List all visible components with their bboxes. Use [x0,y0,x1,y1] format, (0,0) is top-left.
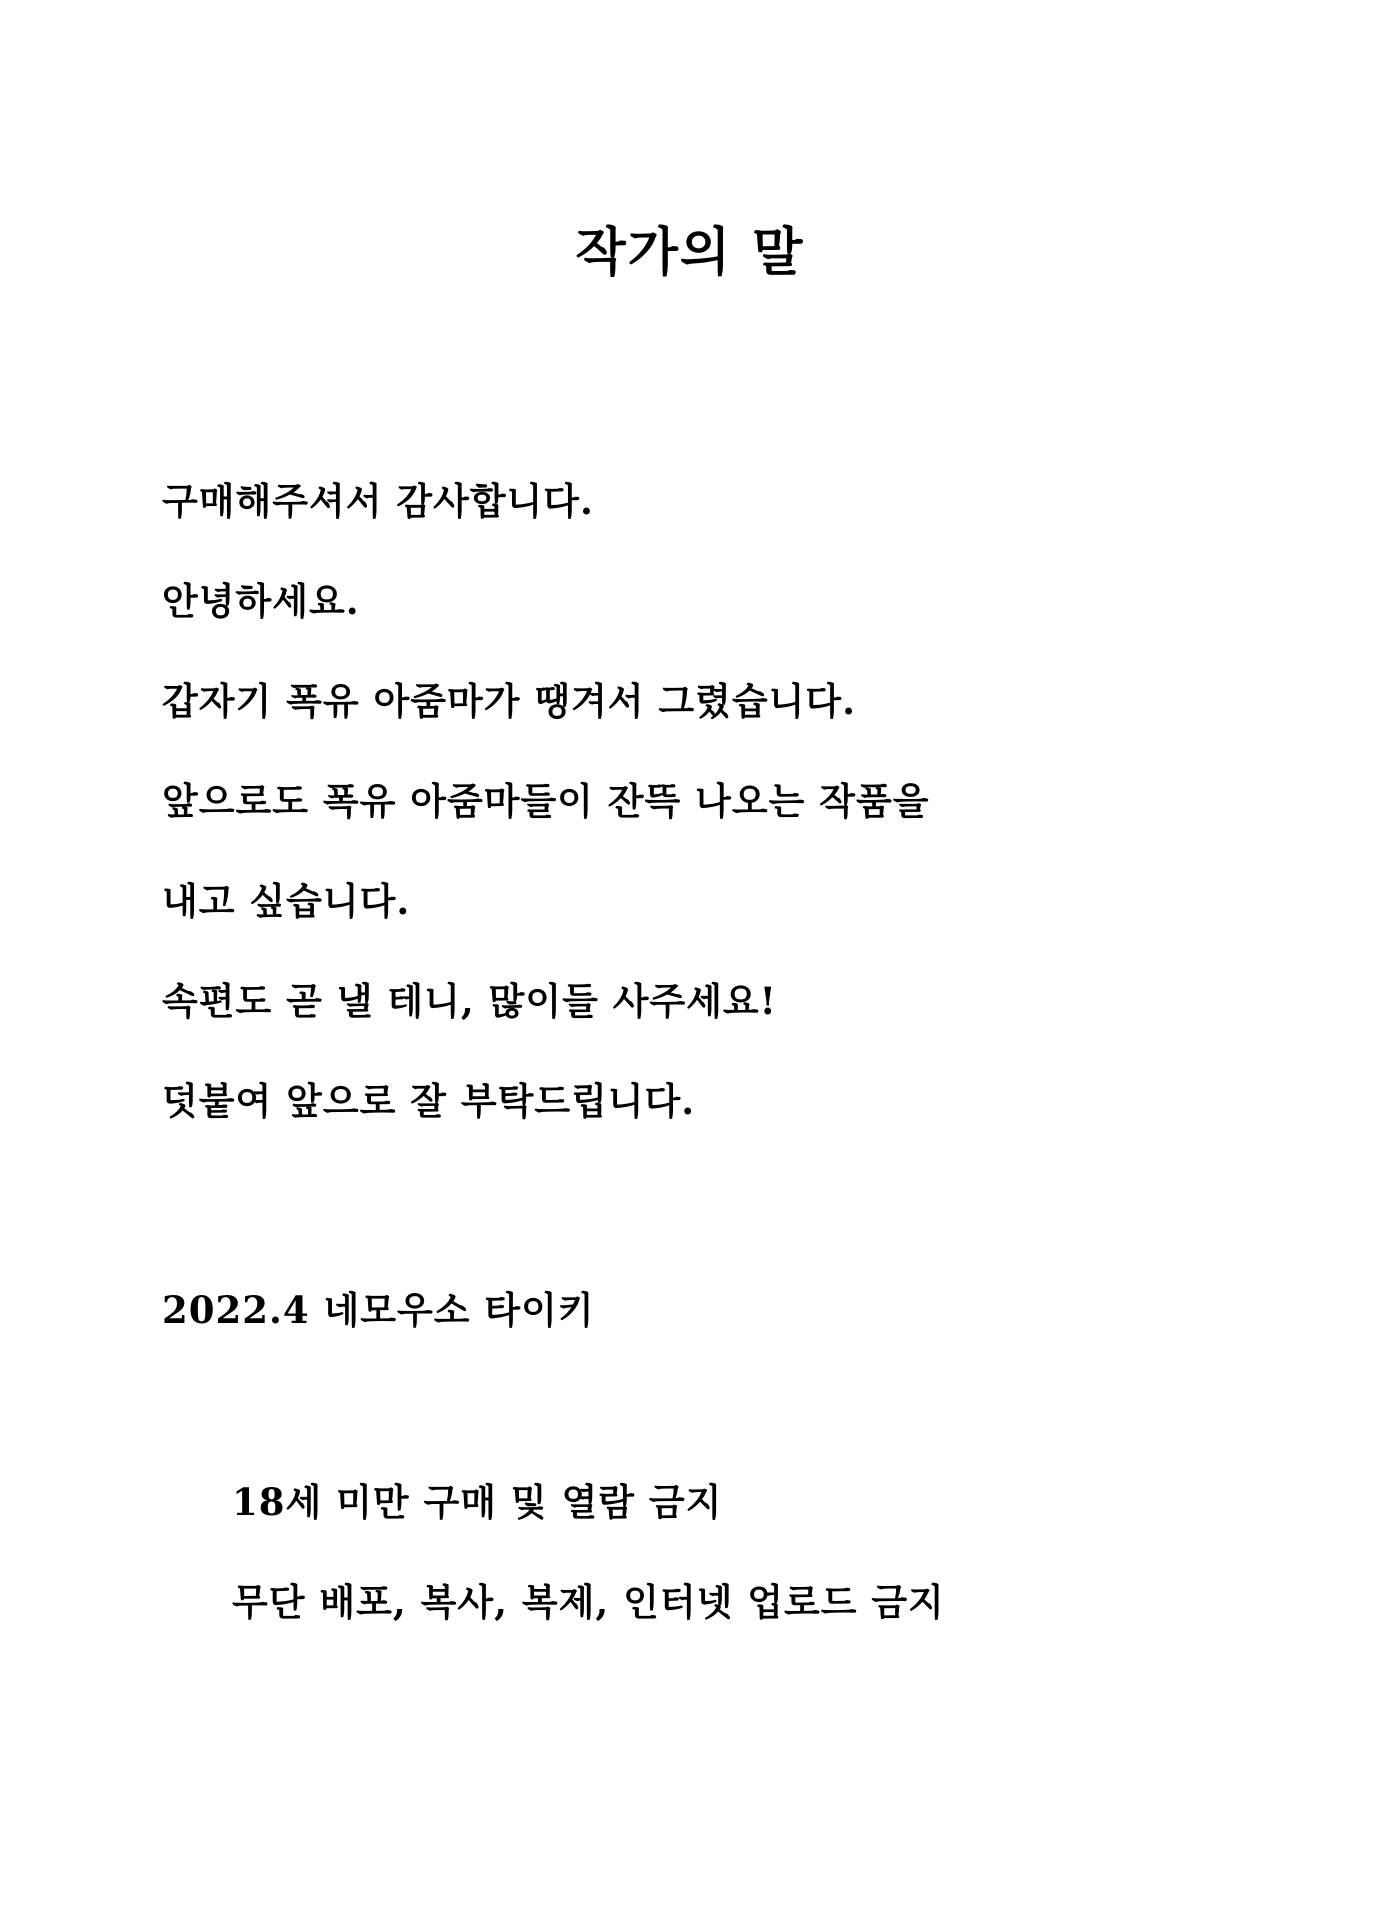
copyright-notice: 무단 배포, 복사, 복제, 인터넷 업로드 금지 [232,1580,945,1624]
signature: 2022.4 네모우소 타이키 [162,1288,595,1332]
body-line: 갑자기 폭유 아줌마가 땡겨서 그렸습니다. [162,679,857,723]
body-line: 내고 싶습니다. [162,879,411,923]
body-line: 안녕하세요. [162,579,360,623]
body-line: 구매해주셔서 감사합니다. [162,479,594,523]
body-line: 속편도 곧 낼 테니, 많이들 사주세요! [162,979,777,1023]
body-line: 덧붙여 앞으로 잘 부탁드립니다. [162,1079,696,1123]
page-title: 작가의 말 [575,222,805,283]
body-line: 앞으로도 폭유 아줌마들이 잔뜩 나오는 작품을 [162,779,930,823]
age-restriction-notice: 18세 미만 구매 및 열람 금지 [232,1480,723,1524]
